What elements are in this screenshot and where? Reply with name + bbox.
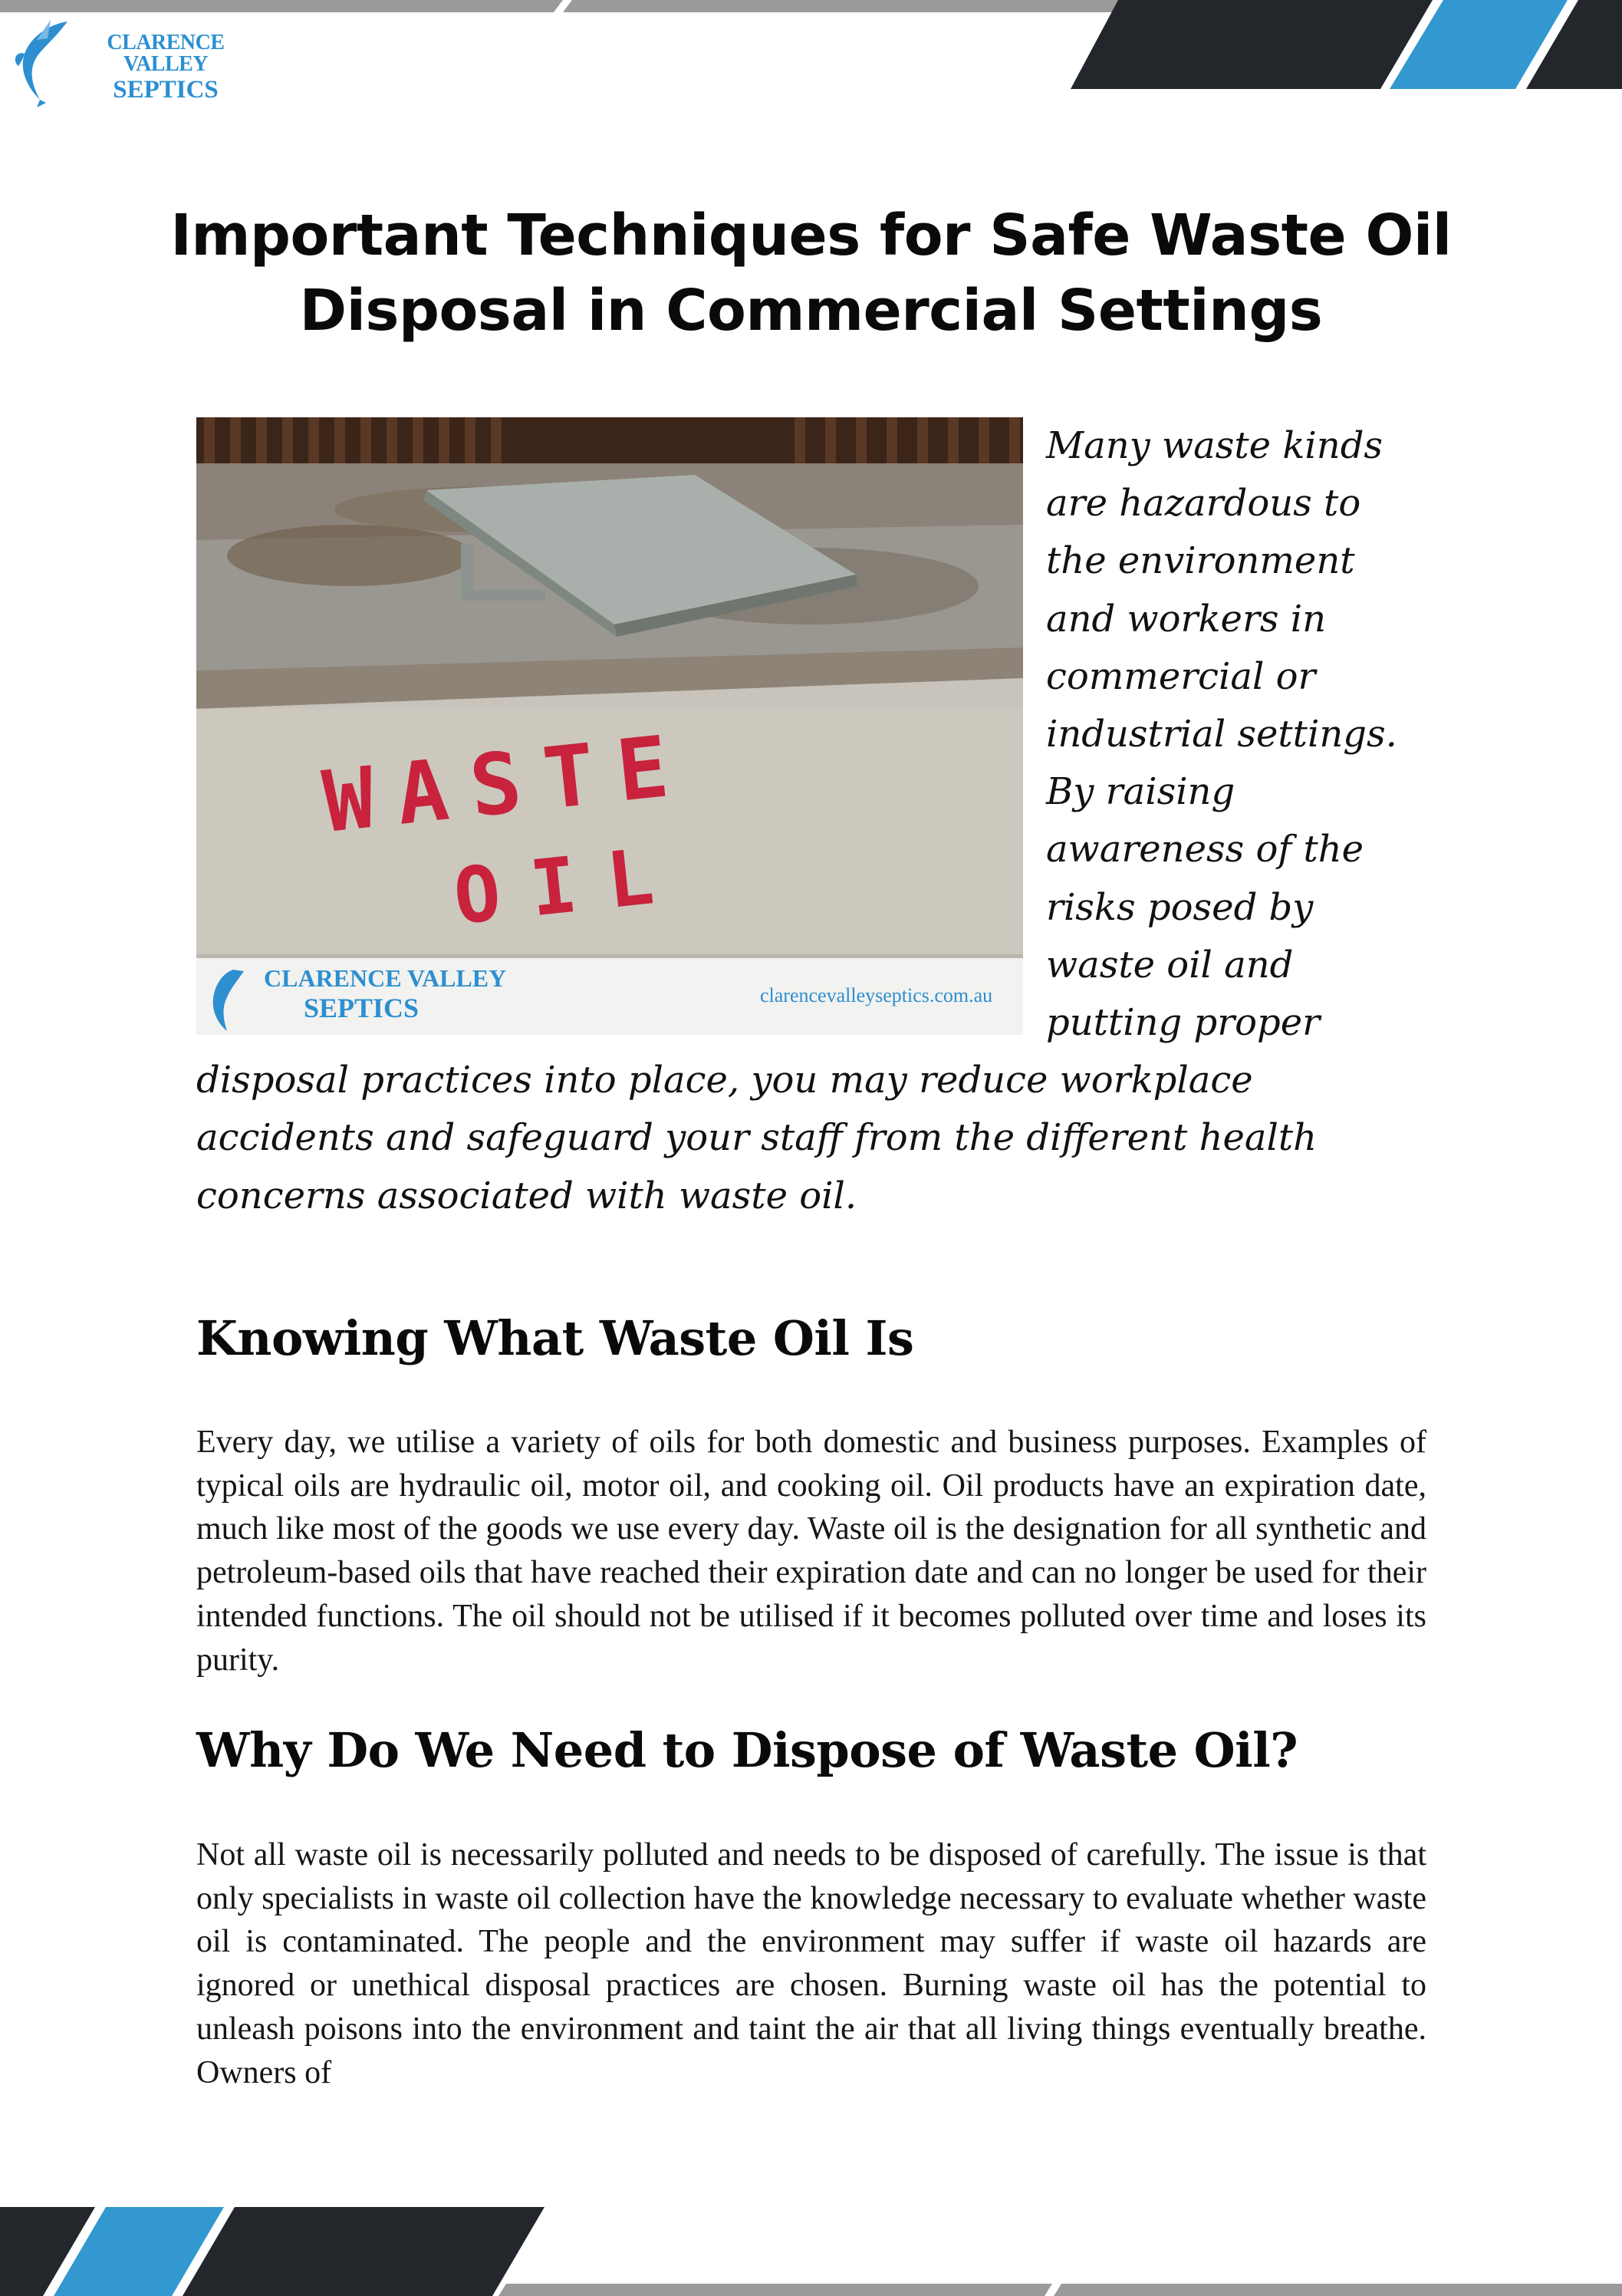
brand-name [72, 32, 259, 103]
photo-stencil-waste: WASTE [318, 715, 696, 852]
intro-paragraph: Many waste kinds are hazardous to the environment and workers in commercial or industrial settings. By raising awareness of the risks posed by waste oil and putting proper disposal practices into place, you may reduce workplace accidents and safeguard your staff from the different health concerns associated with waste oil. [196, 424, 1397, 1217]
marlin-fish-icon [14, 17, 75, 107]
header-dark-stripe-left [1071, 0, 1433, 89]
photo-watermark-line2: SEPTICS [304, 993, 419, 1023]
page-title: Important Techniques for Safe Waste Oil Disposal in Commercial Settings [170, 203, 1452, 344]
photo-stencil-oil: OIL [449, 828, 689, 942]
footer-decoration [0, 2204, 1622, 2296]
brand-line1: CLARENCE VALLEY [107, 31, 225, 76]
header-grey-bar-right [563, 0, 1124, 12]
waste-oil-tank-photo [196, 417, 1023, 1035]
photo-watermark-line1: CLARENCE VALLEY [264, 964, 507, 992]
header-grey-bar-left [0, 0, 563, 12]
section-body-why: Not all waste oil is necessarily polluted and needs to be disposed of carefully. The issue is that only specialists in waste oil collection have the knowledge necessary to evaluate whether waste oil is contaminated. The people and the environment may suffer if waste oil hazards are ignored or unethical disposal practices are chosen. Burning waste oil has the potential to unleash poisons into the environment and taint the air that all living things eventually breathe. Owners of [196, 1837, 1426, 2090]
brand-line2: SEPTICS [113, 76, 219, 104]
footer-dark-stripe-right [183, 2207, 545, 2296]
footer-grey-bar-left [498, 2284, 1052, 2296]
brand-logo[interactable] [14, 17, 259, 109]
footer-grey-bar-right [1054, 2284, 1622, 2296]
photo-illustration [196, 417, 1023, 1035]
photo-watermark-url: clarencevalleyseptics.com.au [760, 984, 993, 1006]
section-heading-why: Why Do We Need to Dispose of Waste Oil? [196, 1722, 1298, 1778]
section-heading-knowing: Knowing What Waste Oil Is [196, 1310, 914, 1366]
section-body-knowing: Every day, we utilise a variety of oils for both domestic and business purposes. Examples of typical oils are hydraulic oil, motor oil, and cooking oil. Oil products have an expiration date, much like most of the goods we use every day. Waste oil is the designation for all synthetic and petroleum-based oils that have reached their expiration date and can no longer be used for their intended functions. The oil should not be utilised if it becomes polluted over time and loses its purity. [196, 1425, 1426, 1678]
intro-section [196, 417, 1426, 1225]
